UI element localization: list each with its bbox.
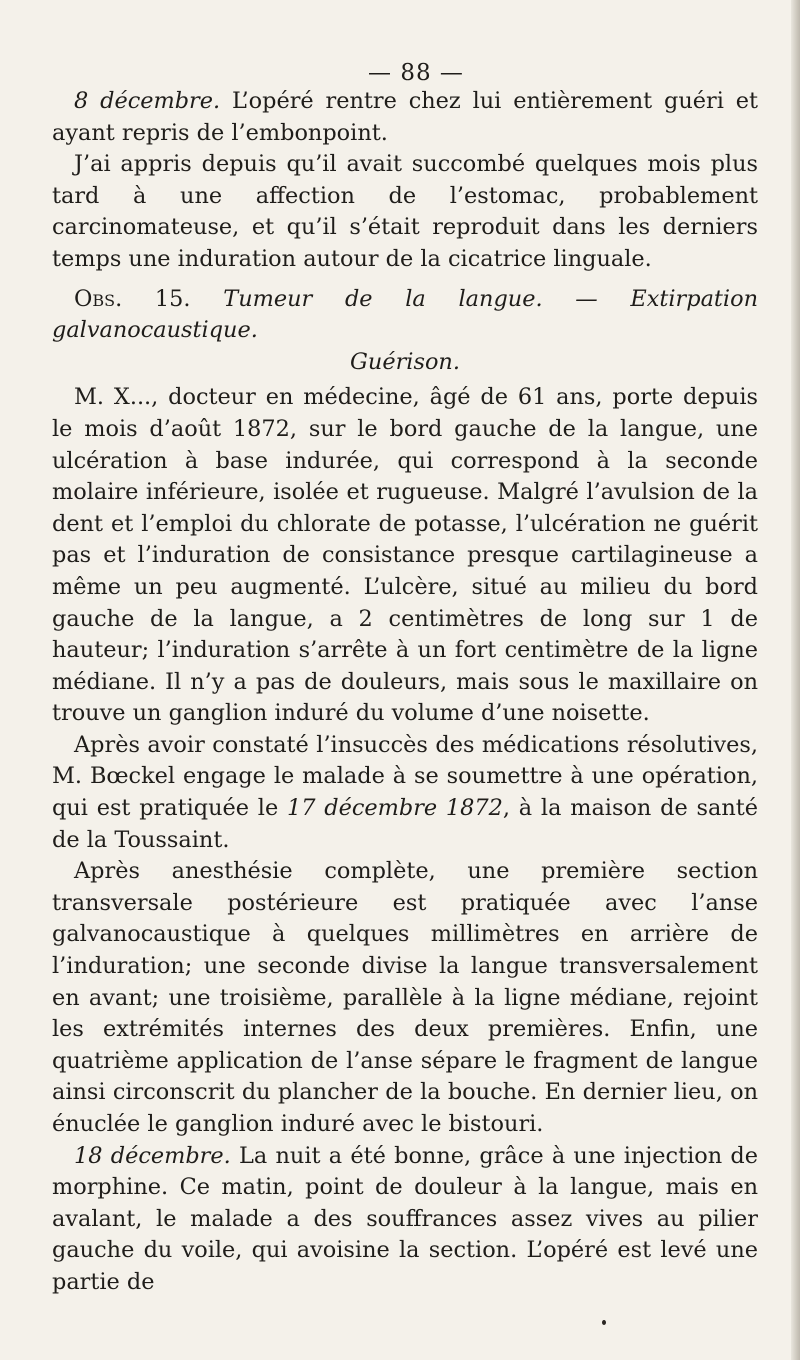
observation-heading bbox=[52, 284, 758, 347]
date-17-december-1872: 17 décembre 1872 bbox=[286, 795, 503, 822]
paragraph-discharge-text: L’opéré rentre chez lui entièrement guéri et ayant repris de l’embonpoint. bbox=[52, 88, 759, 146]
paragraph-operation-date-before: Après avoir constaté l’insuccès des médications résolutives, M. Bœckel engage le malade à se soumettre à une opération, qui est pratiquée le bbox=[52, 731, 758, 822]
observation-subtitle-text: Guérison. bbox=[350, 348, 460, 375]
paragraph-procedure: Après anesthésie complète, une première section transversale postérieure est pratiquée avec l’anse galvanocaustique à quelques millimètres en arrière de l’induration; une seconde divise la langue transversalement en avant; une troisième, parallèle à la ligne médiane, rejoint les extrémités internes des deux premières. Enfin, une quatrième application de l’anse sépare le fragment de langue ainsi circonscrit du plancher de la bouche. En dernier lieu, on énuclée le ganglion induré avec le bistouri. bbox=[52, 858, 758, 1137]
paragraph-18-december-text: La nuit a été bonne, grâce à une injection de morphine. Ce matin, point de douleur à la langue, mais en avalant, le malade a des souffrances assez vives au pilier gauche du voile, qui avoisine la section. L’opéré est levé une partie de bbox=[52, 1142, 758, 1295]
paragraph-discharge bbox=[52, 86, 758, 149]
ink-speck bbox=[602, 1320, 606, 1325]
paragraph-operation-date-after: , à la maison de santé de la Toussaint. bbox=[52, 795, 758, 853]
page-number: — 88 — bbox=[368, 60, 464, 86]
paragraph-follow-up: J’ai appris depuis qu’il avait succombé quelques mois plus tard à une affection de l’estomac, probablement carcinomateuse, et qu’il s’était reproduit dans les derniers temps une induration autour de la cicatrice linguale. bbox=[52, 151, 758, 272]
paragraph-operation-date bbox=[52, 730, 758, 856]
observation-title: Tumeur de la langue. — Extirpation galvanocaustique. bbox=[52, 285, 758, 344]
observation-subtitle bbox=[52, 347, 758, 379]
date-18-december: 18 décembre. bbox=[74, 1142, 231, 1169]
date-8-december: 8 décembre. bbox=[74, 88, 221, 114]
page-edge-shadow bbox=[791, 0, 800, 1360]
paragraph-18-december bbox=[52, 1141, 758, 1299]
observation-label: Obs. 15. bbox=[74, 285, 191, 312]
paragraph-case-history: M. X..., docteur en médecine, âgé de 61 ans, porte depuis le mois d’août 1872, sur le bord gauche de la langue, une ulcération à base indurée, qui correspond à la seconde molaire inférieure, isolée et rugueuse. Malgré l’avulsion de la dent et l’emploi du chlorate de potasse, l’ulcération ne guérit pas et l’induration de consistance presque cartilagineuse a même un peu augmenté. L’ulcère, situé au milieu du bord gauche de la langue, a 2 centimètres de long sur 1 de hauteur; l’induration s’arrête à un fort centimètre de la ligne médiane. Il n’y a pas de douleurs, mais sous le maxillaire on trouve un ganglion induré du volume d’une noisette. bbox=[52, 384, 758, 727]
book-page bbox=[52, 60, 758, 1299]
